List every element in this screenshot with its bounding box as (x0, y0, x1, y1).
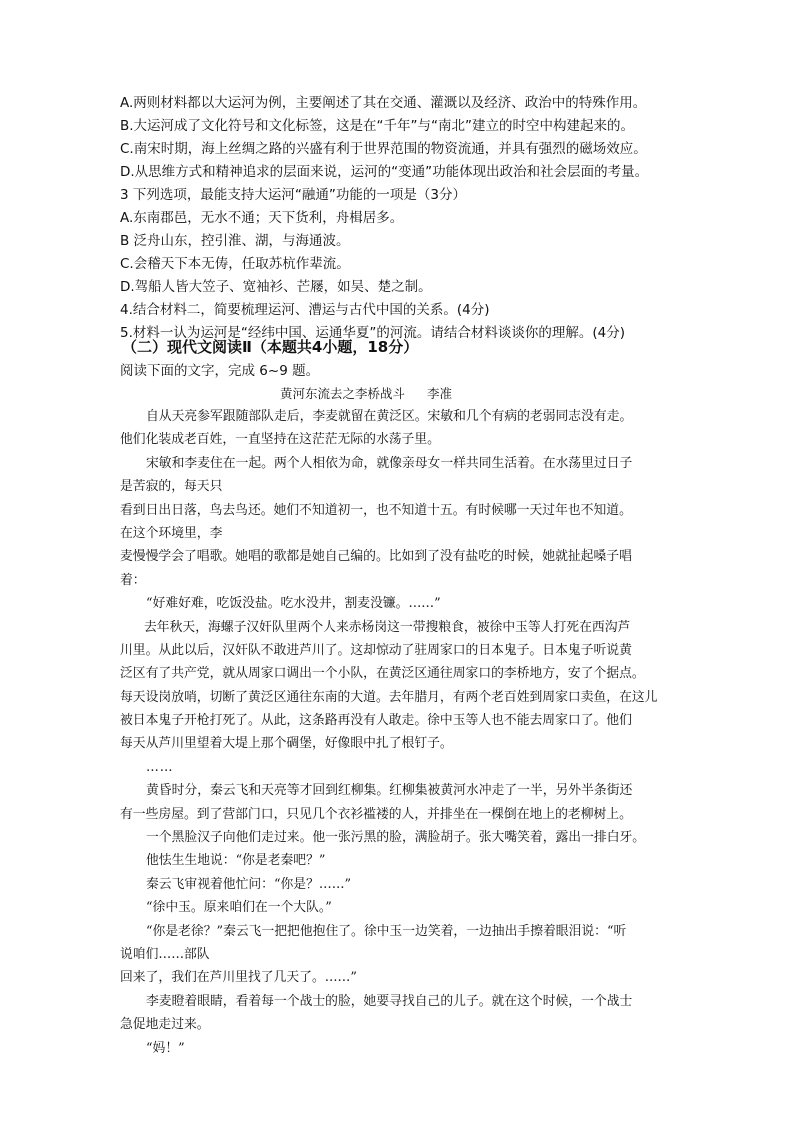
q2-option-d: D.从思维方式和精神追求的层面来说，运河的“变通”功能体现出政治和社会层面的考量。 (120, 164, 649, 180)
story-line: 秦云飞审视着他忙问：“你是？……” (146, 876, 352, 892)
q4-stem: 4.结合材料二，简要梳理运河、漕运与古代中国的关系。(4分) (120, 302, 490, 318)
story-author: 李准 (427, 386, 453, 401)
story-line: 自从天亮参军跟随部队走后，李麦就留在黄泛区。宋敏和几个有病的老弱同志没有走。 (146, 409, 633, 424)
story-line: …… (146, 759, 174, 775)
q2-option-a: A.两则材料都以大运河为例，主要阐述了其在交通、灌溉以及经济、政治中的特殊作用。 (120, 95, 647, 111)
story-line: 看到日出日落，鸟去鸟还。她们不知道初一，也不知道十五。有时候哪一天过年也不知道。 (120, 502, 632, 518)
q2-option-b: B.大运河成了文化符号和文化标签，这是在“千年”与“南北”建立的时空中构建起来的。 (120, 118, 635, 134)
story-heading (280, 384, 474, 404)
q5-stem: 5.材料一认为运河是“经纬中国、运通华夏”的河流。请结合材料谈谈你的理解。(4分) (120, 325, 625, 341)
section-title: （二）现代文阅读Ⅱ（本题共4小题，18分） (122, 338, 419, 356)
story-line: 他怯生生地说：“你是老秦吧？” (146, 853, 326, 869)
story-line: 李麦瞪着眼睛，看着每一个战士的脸，她要寻找自己的儿子。就在这个时候，一个战士 (146, 993, 633, 1009)
q3-option-a: A.东南郡邑，无水不通；天下货利，舟楫居多。 (120, 210, 404, 226)
story-line: 川里。从此以后，汉奸队不敢进芦川了。这却惊动了驻周家口的日本鬼子。日本鬼子听说黄 (120, 642, 632, 658)
story-line: 每天从芦川里望着大堤上那个碉堡，好像眼中扎了根钉子。 (120, 736, 453, 752)
story-line: 被日本鬼子开枪打死了。从此，这条路再没有人敢走。徐中玉等人也不能去周家口了。他们 (120, 713, 632, 729)
story-line: “妈！” (146, 1040, 185, 1056)
story-line: 每天设岗放哨，切断了黄泛区通往东南的大道。去年腊月，有两个老百姓到周家口卖鱼，在这儿 (120, 689, 658, 705)
story-line: 一个黑脸汉子向他们走过来。他一张污黑的脸，满脸胡子。张大嘴笑着，露出一排白牙。 (146, 830, 646, 846)
story-line: 泛区有了共产党，就从周家口调出一个小队，在黄泛区通往周家口的李桥地方，安了个据点。 (120, 666, 645, 682)
section-intro: 阅读下面的文字，完成 6~9 题。 (120, 363, 320, 379)
q3-option-c: C.会稽天下本无俦，任取苏杭作辈流。 (120, 256, 350, 272)
story-line: 回来了，我们在芦川里找了几天了。……” (120, 970, 357, 986)
story-line: 是苦寂的，每天只 (120, 479, 223, 495)
story-line: 麦慢慢学会了唱歌。她唱的歌都是她自己编的。比如到了没有盐吃的时候，她就扯起嗓子唱 (120, 549, 632, 565)
story-title: 黄河东流去之李桥战斗 (280, 386, 406, 401)
story-line: 急促地走过来。 (120, 1017, 210, 1033)
story-line: 着： (120, 572, 146, 588)
story-line: 黄昏时分，秦云飞和天亮等才回到红柳集。红柳集被黄河水冲走了一半，另外半条街还 (146, 783, 633, 799)
question-block (120, 92, 692, 345)
q3-option-d: D.驾船人皆大笠子、宽袖衫、芒屦，如吴、楚之制。 (120, 279, 432, 295)
story-body (120, 405, 692, 1060)
story-line: “你是老徐？”秦云飞一把把他抱住了。徐中玉一边笑着，一边抽出手擦着眼泪说：“听 (146, 923, 627, 939)
q3-option-b: B 泛舟山东，控引淮、湖，与海通波。 (120, 233, 350, 249)
q3-stem: 3 下列选项，最能支持大运河“融通”功能的一项是（3分） (120, 187, 466, 203)
story-line: 在这个环境里，李 (120, 525, 223, 541)
story-line: 他们化装成老百姓，一直坚持在这茫茫无际的水荡子里。 (120, 432, 440, 448)
story-line: 去年秋天，海螺子汉奸队里两个人来赤杨岗这一带搜粮食，被徐中玉等人打死在西沟芦 (144, 619, 631, 635)
q2-option-c: C.南宋时期，海上丝绸之路的兴盛有利于世界范围的物资流通，并具有强烈的磁场效应。 (120, 141, 647, 157)
story-line: “徐中玉。原来咱们在一个大队。” (146, 900, 332, 916)
story-line: “好难好难，吃饭没盐。吃水没井，割麦没镰。……” (146, 596, 441, 612)
story-line: 宋敏和李麦住在一起。两个人相依为命，就像亲母女一样共同生活着。在水荡里过日子 (146, 455, 633, 471)
story-line: 有一些房屋。到了营部门口，只见几个衣衫褴褛的人，并排坐在一棵倒在地上的老柳树上。 (120, 806, 632, 822)
story-line: 说咱们……部队 (120, 946, 210, 962)
